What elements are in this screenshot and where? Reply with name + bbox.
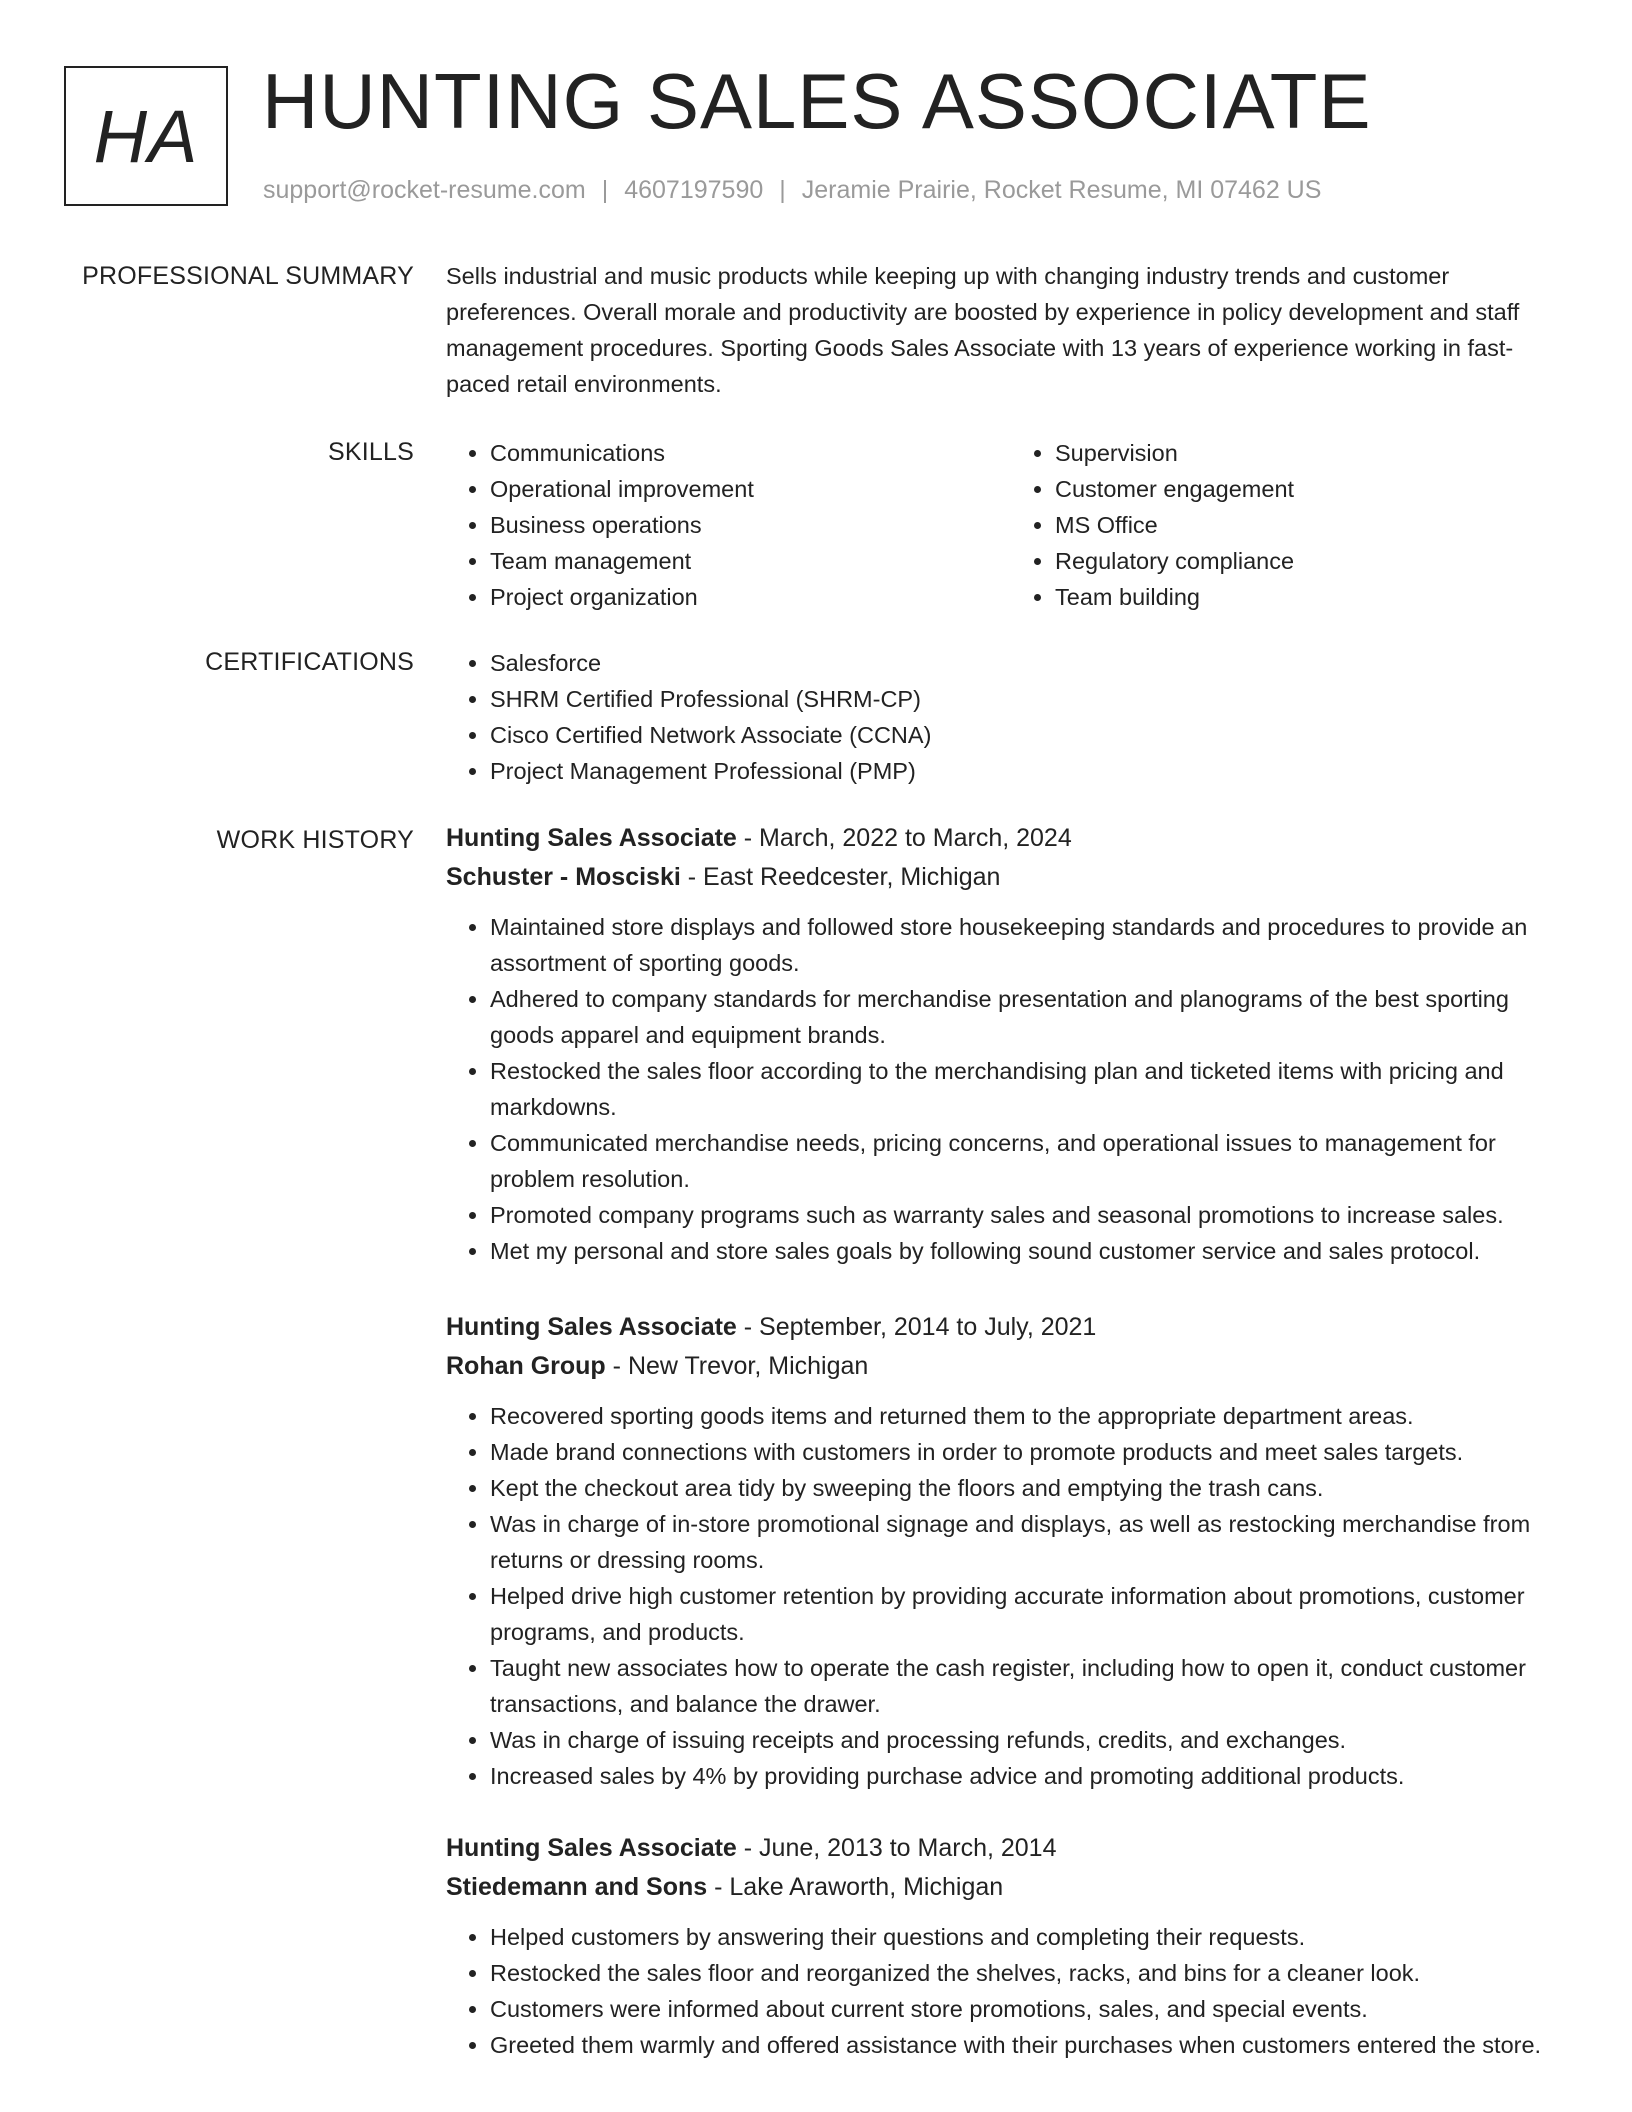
job-role: Hunting Sales Associate	[446, 1834, 737, 1862]
job-bullets	[446, 1919, 1576, 2063]
certification-item: • Project Management Professional (PMP)	[490, 753, 1576, 789]
job-bullet: • Promoted company programs such as warranty sales and seasonal promotions to increase sales.	[490, 1197, 1576, 1233]
job-bullet: • Helped customers by answering their questions and completing their requests.	[490, 1919, 1576, 1955]
job-bullet: • Helped drive high customer retention by providing accurate information about promotions, customer programs, and products.	[490, 1578, 1576, 1650]
job-bullet: • Restocked the sales floor according to the merchandising plan and ticketed items with pricing and markdowns.	[490, 1053, 1576, 1125]
job-bullet: • Taught new associates how to operate the cash register, including how to open it, conduct customer transactions, and balance the drawer.	[490, 1650, 1576, 1722]
skills-section	[446, 435, 1576, 615]
certifications-label: CERTIFICATIONS	[205, 648, 414, 676]
job-bullet: • Restocked the sales floor and reorganized the shelves, racks, and bins for a cleaner look.	[490, 1955, 1576, 1991]
certification-item: • Salesforce	[490, 645, 1576, 681]
job-bullet: • Kept the checkout area tidy by sweeping the floors and emptying the trash cans.	[490, 1470, 1576, 1506]
skill-item: • Communications	[490, 435, 1011, 471]
job-company-line	[446, 1868, 1576, 1907]
job-bullet: • Recovered sporting goods items and returned them to the appropriate department areas.	[490, 1398, 1576, 1434]
job-bullet: • Made brand connections with customers in order to promote products and meet sales targets.	[490, 1434, 1576, 1470]
job-company-line	[446, 858, 1576, 897]
job-bullet: • Adhered to company standards for merchandise presentation and planograms of the best sporting goods apparel and equipment brands.	[490, 981, 1576, 1053]
job-company-line	[446, 1347, 1576, 1386]
certifications-list	[446, 645, 1576, 789]
job-role-line	[446, 1829, 1576, 1868]
job-company: Schuster - Mosciski	[446, 863, 681, 891]
skill-item: • Team building	[1055, 579, 1576, 615]
certification-item: • Cisco Certified Network Associate (CCNA)	[490, 717, 1576, 753]
skill-item: • MS Office	[1055, 507, 1576, 543]
certifications-section	[446, 645, 1576, 789]
job-bullet: • Was in charge of issuing receipts and processing refunds, credits, and exchanges.	[490, 1722, 1576, 1758]
contact-line	[263, 174, 1321, 206]
job-dates: - September, 2014 to July, 2021	[743, 1313, 1097, 1341]
skill-item: • Customer engagement	[1055, 471, 1576, 507]
summary-text: Sells industrial and music products while keeping up with changing industry trends and customer preferences. Overall morale and productivity are boosted by experience in policy development and staff management procedures. Sporting Goods Sales Associate with 13 years of experience working in fast-paced retail environments.	[446, 263, 1520, 397]
job-bullet: • Increased sales by 4% by providing purchase advice and promoting additional products.	[490, 1758, 1576, 1794]
monogram-initials: HA	[93, 94, 199, 178]
skill-item: • Regulatory compliance	[1055, 543, 1576, 579]
contact-address: Jeramie Prairie, Rocket Resume, MI 07462 US	[801, 176, 1322, 204]
certification-item: • SHRM Certified Professional (SHRM-CP)	[490, 681, 1576, 717]
skills-list-right	[1011, 435, 1576, 615]
job-role: Hunting Sales Associate	[446, 1313, 737, 1341]
work-history-label: WORK HISTORY	[216, 826, 414, 854]
job-company: Stiedemann and Sons	[446, 1873, 708, 1901]
job-entry-2	[446, 1308, 1576, 1794]
job-role: Hunting Sales Associate	[446, 824, 737, 852]
job-bullets	[446, 909, 1576, 1269]
skill-item: • Project organization	[490, 579, 1011, 615]
contact-email[interactable]: support@rocket-resume.com	[263, 176, 586, 204]
contact-separator: |	[779, 176, 786, 204]
job-bullet: • Greeted them warmly and offered assistance with their purchases when customers entered the store.	[490, 2027, 1576, 2063]
job-bullets	[446, 1398, 1576, 1794]
job-bullet: • Was in charge of in-store promotional signage and displays, as well as restocking merchandise from returns or dressing rooms.	[490, 1506, 1576, 1578]
skill-item: • Team management	[490, 543, 1011, 579]
job-bullet: • Communicated merchandise needs, pricing concerns, and operational issues to management for problem resolution.	[490, 1125, 1576, 1197]
job-role-line	[446, 819, 1576, 858]
job-location: - New Trevor, Michigan	[612, 1352, 869, 1380]
job-bullet: • Customers were informed about current store promotions, sales, and special events.	[490, 1991, 1576, 2027]
job-dates: - March, 2022 to March, 2024	[743, 824, 1072, 852]
summary-label: PROFESSIONAL SUMMARY	[82, 262, 414, 290]
job-location: - Lake Araworth, Michigan	[714, 1873, 1004, 1901]
skills-label: SKILLS	[328, 438, 414, 466]
job-bullet: • Met my personal and store sales goals by following sound customer service and sales protocol.	[490, 1233, 1576, 1269]
job-bullet: • Maintained store displays and followed store housekeeping standards and procedures to provide an assortment of sporting goods.	[490, 909, 1576, 981]
job-location: - East Reedcester, Michigan	[687, 863, 1001, 891]
skill-item: • Operational improvement	[490, 471, 1011, 507]
resume-title: HUNTING SALES ASSOCIATE	[262, 57, 1372, 145]
job-entry-3	[446, 1829, 1576, 2063]
job-entry-1	[446, 819, 1576, 1269]
skill-item: • Business operations	[490, 507, 1011, 543]
job-role-line	[446, 1308, 1576, 1347]
job-company: Rohan Group	[446, 1352, 606, 1380]
summary-section	[446, 258, 1576, 402]
contact-separator: |	[601, 176, 609, 204]
skills-list-left	[446, 435, 1011, 615]
skill-item: • Supervision	[1055, 435, 1576, 471]
job-dates: - June, 2013 to March, 2014	[743, 1834, 1057, 1862]
monogram	[64, 66, 228, 206]
contact-phone[interactable]: 4607197590	[624, 176, 764, 204]
